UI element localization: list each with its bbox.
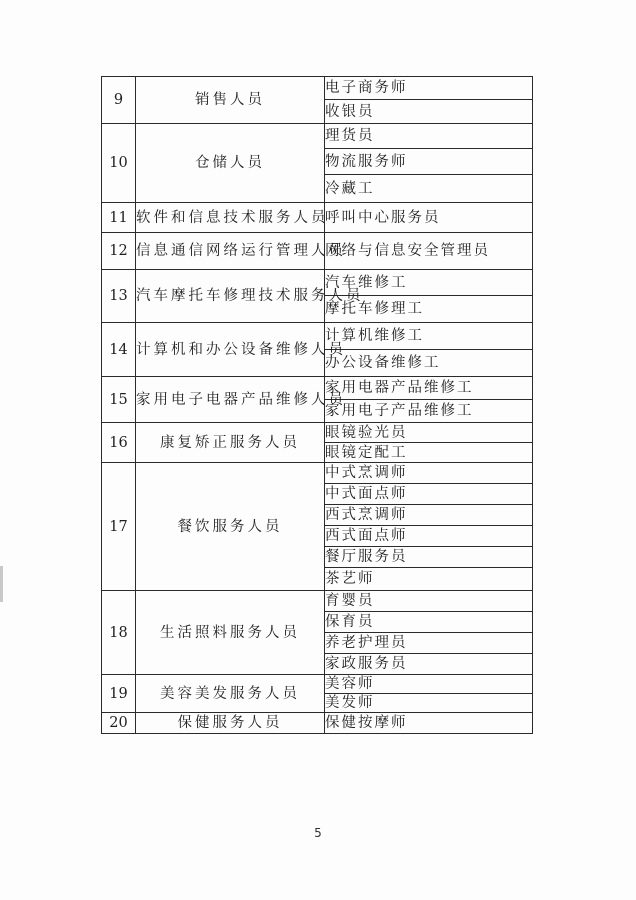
table-row [102,423,533,443]
row-number: 18 [102,591,136,675]
row-number: 17 [102,463,136,591]
occupation-category: 汽车摩托车修理技术服务人员 [136,270,325,323]
occupation-category: 保健服务人员 [136,713,325,734]
occupation-category: 家用电子电器产品维修人员 [136,377,325,423]
job-title: 汽车维修工 [325,270,533,296]
table-row [102,233,533,270]
occupation-category: 餐饮服务人员 [136,463,325,591]
job-title: 家用电子产品维修工 [325,400,533,423]
job-title: 西式面点师 [325,526,533,547]
occupation-category: 销售人员 [136,77,325,124]
occupation-category: 仓储人员 [136,124,325,203]
table-row [102,77,533,100]
job-title: 家用电器产品维修工 [325,377,533,400]
row-number: 11 [102,203,136,233]
occupation-category: 信息通信网络运行管理人员 [136,233,325,270]
job-title: 美容师 [325,675,533,694]
occupation-table-body [102,77,533,734]
table-row [102,713,533,734]
table-row [102,675,533,694]
occupation-category: 美容美发服务人员 [136,675,325,713]
occupation-category: 计算机和办公设备维修人员 [136,323,325,377]
table-row [102,270,533,296]
job-title: 收银员 [325,100,533,124]
row-number: 16 [102,423,136,463]
job-title: 育婴员 [325,591,533,612]
table-row [102,203,533,233]
table-row [102,591,533,612]
job-title: 电子商务师 [325,77,533,100]
job-title: 理货员 [325,124,533,149]
scan-edge-mark [0,566,3,602]
occupation-category: 软件和信息技术服务人员 [136,203,325,233]
row-number: 20 [102,713,136,734]
job-title: 眼镜定配工 [325,443,533,463]
occupation-category: 生活照料服务人员 [136,591,325,675]
occupation-table [101,76,533,734]
job-title: 中式面点师 [325,484,533,505]
table-row [102,377,533,400]
job-title: 西式烹调师 [325,505,533,526]
job-title: 呼叫中心服务员 [325,203,533,233]
table-row [102,323,533,350]
job-title: 保育员 [325,612,533,633]
row-number: 19 [102,675,136,713]
job-title: 摩托车修理工 [325,296,533,323]
row-number: 9 [102,77,136,124]
job-title: 办公设备维修工 [325,350,533,377]
occupation-category: 康复矫正服务人员 [136,423,325,463]
row-number: 10 [102,124,136,203]
job-title: 网络与信息安全管理员 [325,233,533,270]
page-number: 5 [314,826,322,840]
job-title: 计算机维修工 [325,323,533,350]
row-number: 15 [102,377,136,423]
job-title: 养老护理员 [325,633,533,654]
row-number: 14 [102,323,136,377]
job-title: 美发师 [325,694,533,713]
job-title: 家政服务员 [325,654,533,675]
job-title: 茶艺师 [325,568,533,591]
job-title: 保健按摩师 [325,713,533,734]
job-title: 冷藏工 [325,175,533,203]
job-title: 中式烹调师 [325,463,533,484]
job-title: 餐厅服务员 [325,547,533,568]
row-number: 13 [102,270,136,323]
job-title: 物流服务师 [325,149,533,175]
row-number: 12 [102,233,136,270]
table-row [102,124,533,149]
table-row [102,463,533,484]
job-title: 眼镜验光员 [325,423,533,443]
